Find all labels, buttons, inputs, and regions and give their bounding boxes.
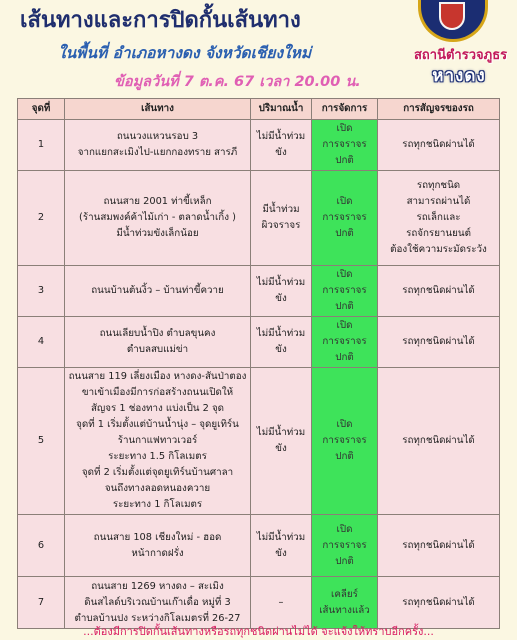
cell-route: ถนนสาย 119 เลี่ยงเมือง หางดง-สันป่าตอง ขาเข้าเมืองมีการก่อสร้างถนนเปิดให้ สัญจร 1 ช่องทาง แบ่งเป็น 2 จุด จุดที่ 1 เริ่มตั้งแต่บ้านน้ำนุ่ง – จุดยูเทิร์น ร้านกาแฟทาวเวอร์ ระยะทาง 1.5 กิโลเมตร จุดที่ 2 เริ่มตั้งแต่จุดยูเทิร์นบ้านศาลา จนถึงทางลอดหนองควาย ระยะทาง 1 กิโลเมตร <box>65 368 251 515</box>
table-row <box>18 515 500 577</box>
cell-point: 2 <box>18 171 65 266</box>
cell-point: 3 <box>18 266 65 317</box>
table-row <box>18 120 500 171</box>
col-header-management: การจัดการ <box>312 99 378 120</box>
cell-water: ไม่มีน้ำท่วมขัง <box>251 266 312 317</box>
data-date: ข้อมูลวันที่ 7 ต.ค. 67 เวลา 20.00 น. <box>114 74 361 90</box>
cell-point: 5 <box>18 368 65 515</box>
page-title: เส้นทางและการปิดกั้นเส้นทาง <box>20 8 301 33</box>
col-header-water: ปริมาณน้ำ <box>251 99 312 120</box>
cell-route: ถนนวงแหวนรอบ 3 จากแยกสะเมิงไป-แยกกองทราย สารภี <box>65 120 251 171</box>
logo-district-label: หางดง <box>432 66 486 86</box>
table-row <box>18 577 500 629</box>
cell-route: ถนนสาย 1269 หางดง – สะเมิง ดินสไลด์บริเวณบ้านเก๊าเดื่อ หมู่ที่ 3 ตำบลบ้านปง ระหว่างกิโลเมตรที่ 26-27 <box>65 577 251 629</box>
shield-icon <box>439 2 465 30</box>
cell-traffic: รถทุกชนิดผ่านได้ <box>378 120 500 171</box>
cell-management: เปิด การจราจร ปกติ <box>312 515 378 577</box>
police-badge-icon <box>418 0 488 42</box>
col-header-point: จุดที่ <box>18 99 65 120</box>
cell-management: เปิด การจราจร ปกติ <box>312 120 378 171</box>
cell-traffic: รถทุกชนิด สามารถผ่านได้ รถเล็กและ รถจักรยานยนต์ ต้องใช้ความระมัดระวัง <box>378 171 500 266</box>
cell-water: – <box>251 577 312 629</box>
cell-point: 7 <box>18 577 65 629</box>
cell-water: ไม่มีน้ำท่วมขัง <box>251 368 312 515</box>
col-header-traffic: การสัญจรของรถ <box>378 99 500 120</box>
cell-traffic: รถทุกชนิดผ่านได้ <box>378 266 500 317</box>
cell-point: 1 <box>18 120 65 171</box>
cell-water: ไม่มีน้ำท่วมขัง <box>251 515 312 577</box>
cell-management: เคลียร์ เส้นทางแล้ว <box>312 577 378 629</box>
police-station-logo <box>414 0 508 90</box>
cell-route: ถนนสาย 2001 ท่าขี้เหล็ก (ร้านสมพงค์ค้าไม้เก่า - ตลาดน้ำเกิ้ง ) มีน้ำท่วมขังเล็กน้อย <box>65 171 251 266</box>
table-row <box>18 266 500 317</box>
cell-water: ไม่มีน้ำท่วมขัง <box>251 317 312 368</box>
cell-point: 6 <box>18 515 65 577</box>
cell-management: เปิด การจราจร ปกติ <box>312 171 378 266</box>
table-row <box>18 171 500 266</box>
cell-route: ถนนสาย 108 เชียงใหม่ - ฮอด หน้ากาดฝรั่ง <box>65 515 251 577</box>
footer-note-partial: ...ต้องมีการปิดกั้นเส้นทางหรือรถทุกชนิดผ่านไม่ได้ จะแจ้งให้ทราบอีกครั้ง... <box>83 625 434 638</box>
cell-traffic: รถทุกชนิดผ่านได้ <box>378 515 500 577</box>
cell-management: เปิด การจราจร ปกติ <box>312 368 378 515</box>
cell-traffic: รถทุกชนิดผ่านได้ <box>378 577 500 629</box>
page-subtitle: ในพื้นที่ อำเภอหางดง จังหวัดเชียงใหม่ <box>58 44 312 62</box>
cell-route: ถนนเลียบน้ำปิง ตำบลขุนคง ตำบลสบแม่ข่า <box>65 317 251 368</box>
table-header-row <box>18 99 500 120</box>
cell-route: ถนนบ้านต้นงิ้ว – บ้านท่าขี้ควาย <box>65 266 251 317</box>
col-header-route: เส้นทาง <box>65 99 251 120</box>
cell-point: 4 <box>18 317 65 368</box>
cell-water: ไม่มีน้ำท่วมขัง <box>251 120 312 171</box>
cell-water: มีน้ำท่วม ผิวจราจร <box>251 171 312 266</box>
cell-management: เปิด การจราจร ปกติ <box>312 317 378 368</box>
table-row <box>18 317 500 368</box>
cell-traffic: รถทุกชนิดผ่านได้ <box>378 317 500 368</box>
table-row <box>18 368 500 515</box>
cell-traffic: รถทุกชนิดผ่านได้ <box>378 368 500 515</box>
logo-station-label: สถานีตำรวจภูธร <box>414 48 508 63</box>
cell-management: เปิด การจราจร ปกติ <box>312 266 378 317</box>
route-status-table <box>17 98 500 629</box>
